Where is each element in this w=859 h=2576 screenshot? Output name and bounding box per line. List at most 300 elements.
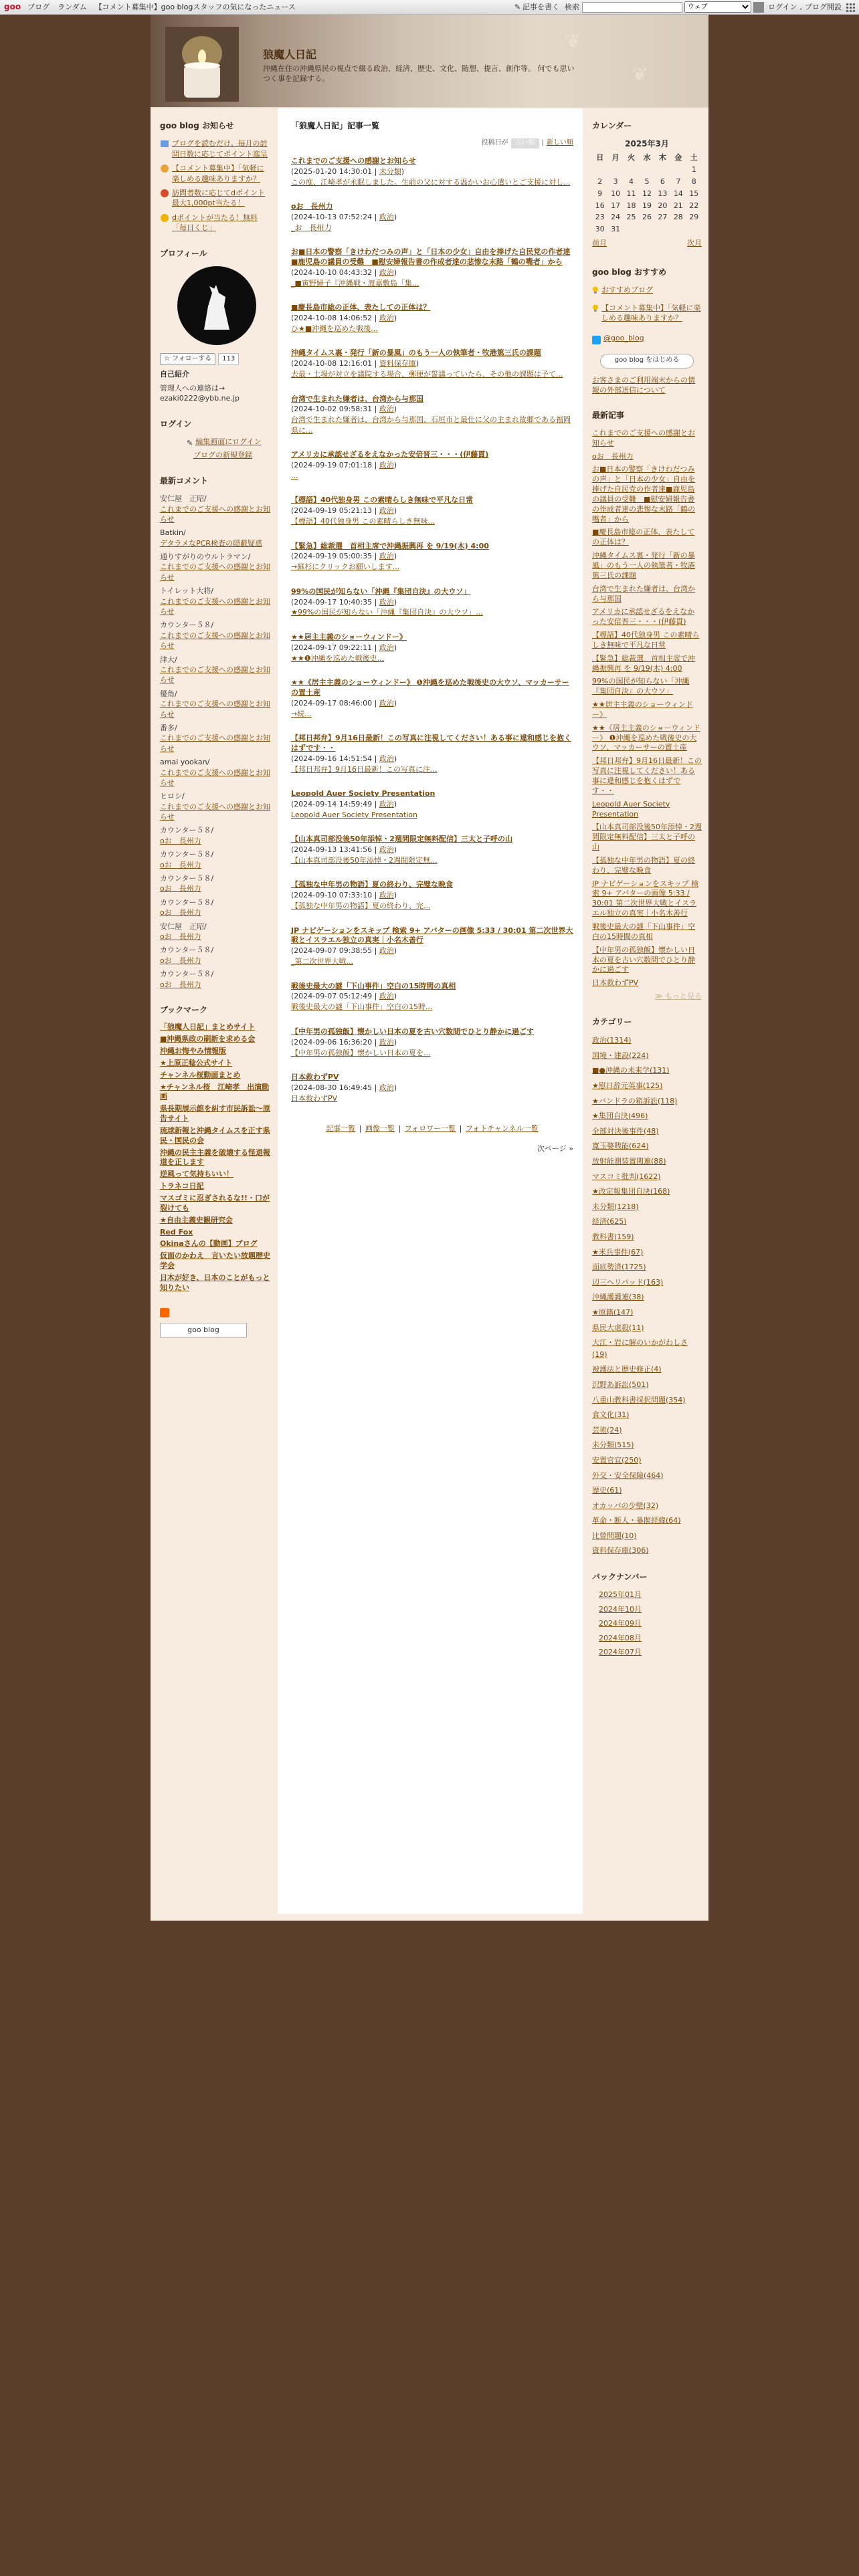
category-link[interactable]: 安置官宜(250) (592, 1455, 642, 1465)
reco-link[interactable]: おすすめブログ (601, 286, 654, 295)
category-link[interactable]: 国境・建設(224) (592, 1051, 649, 1060)
entry-date: (2024-09-07 05:12:49 | (291, 992, 377, 1001)
category-link[interactable]: 外交・安全保障(464) (592, 1471, 664, 1480)
entry-date: (2024-09-17 08:46:00 | (291, 698, 377, 708)
category-link[interactable]: 資料保存庫(306) (592, 1546, 649, 1555)
category-link[interactable]: 全部対決後事件(48) (592, 1126, 659, 1136)
entry-title-link[interactable]: 99%の国民が知らない「沖縄『集団自決』の大ウソ」 (291, 586, 471, 596)
category-item (592, 1439, 702, 1451)
calendar-day: 17 (611, 201, 621, 210)
calendar-day (624, 164, 639, 176)
calendar-weekday: 木 (658, 152, 666, 162)
calendar-heading: カレンダー (592, 121, 632, 130)
category-link[interactable]: 芸術(24) (592, 1425, 622, 1434)
self-intro-heading: 自己紹介 (160, 370, 189, 379)
category-link[interactable]: 寛玉婆賎能(624) (592, 1142, 649, 1151)
start-blog-button[interactable] (600, 354, 694, 368)
recent-comment (160, 620, 271, 651)
entry-title-link[interactable]: ★★《居主主義のショーウィンドー》 ❶沖縄を巡めた戦後史の大ウソ、マッカーサーの置土産 (291, 678, 569, 697)
comment-entry-link[interactable]: デタラメなPCR検査の隠蔽疑惑 (160, 538, 263, 548)
recent-comment (160, 552, 271, 582)
recent-entry-link[interactable]: ★★居主主義のショーウィンドー》 (592, 700, 693, 719)
entry-excerpt-link[interactable]: 【孤独な中年男の物語】夏の終わり、完... (291, 901, 431, 911)
entry-excerpt-link[interactable]: 戦後史最大の謎「下山事件」空白の15時... (291, 1002, 433, 1012)
bookmark-link[interactable]: マスゴミに忍ぎされるな!!・口が裂けても (160, 1193, 270, 1212)
recent-entry-link[interactable]: 99%の国民が知らない「沖縄『集団自決』の大ウソ」 (592, 677, 690, 696)
entry-item (291, 395, 573, 436)
entry-category-link[interactable]: 政治 (379, 845, 394, 855)
login-edit-link[interactable]: 編集画面にログイン (195, 437, 262, 446)
recent-comment (160, 897, 271, 918)
entry-meta (291, 404, 573, 415)
entry-title-link[interactable]: 【孤独な中年男の物語】夏の終わり、完璧な晩食 (291, 880, 453, 889)
notice-link[interactable]: dポイントが当たる！無料「毎日くじ」 (172, 213, 258, 233)
recent-entry-link[interactable]: JP ナビゲーションをスキップ 検索 9+ アバターの画像 5:33 / 30:01 第二次世界大戦とイスラエル独立の真実｜小名木善行 (592, 879, 699, 918)
entry-category-link[interactable]: 政治 (379, 992, 394, 1001)
bookmark-link[interactable]: 琉球新報と沖縄タイムスを正す県民・国民の会 (160, 1125, 270, 1145)
entry-category-link[interactable]: 政治 (379, 267, 394, 277)
category-item (592, 1247, 702, 1259)
entry-excerpt-link[interactable]: _お 長州力 (291, 223, 332, 232)
entry-title-link[interactable]: 【標語】40代独身男 この素晴らしき無味で平凡な日常 (291, 496, 474, 505)
entry-excerpt-link[interactable]: →続... (291, 709, 312, 718)
category-link[interactable]: 歴史(61) (592, 1486, 622, 1495)
recent-entry-link[interactable]: 【標語】40代独身男 この素晴らしき無味で平凡な日常 (592, 631, 700, 649)
entry-meta (291, 460, 573, 471)
next-month-link[interactable]: 次月 (687, 239, 702, 248)
comment-entry-link[interactable]: これまでのご支援への感謝とお知らせ (160, 597, 270, 617)
entry-excerpt-link[interactable]: 台湾で生まれた嫌者は、台湾から与那国、石垣市と最仕に父の主まれ故郷である福岡県に... (291, 415, 571, 435)
entry-category-link[interactable]: 政治 (379, 597, 394, 607)
calendar-weekday: 金 (674, 152, 682, 162)
entry-title-link[interactable]: 台湾で生まれた嫌者は、台湾から与那国 (291, 394, 423, 403)
category-link[interactable]: 被護法と歴史修正(4) (592, 1365, 662, 1374)
category-item (592, 1277, 702, 1289)
comment-entry-link[interactable]: oお 長州力 (160, 980, 201, 989)
category-link[interactable]: 八重山教科書採択問題(354) (592, 1395, 686, 1404)
entry-excerpt-link[interactable]: 去最・土場が対立を議院する場合、郵便が誓議っていたら、その他の課題は予て... (291, 370, 563, 379)
entry-excerpt-link[interactable]: 日本救わずPV (291, 1093, 338, 1103)
entry-title-link[interactable]: お■日本の警察「きけわだつみの声」と「日本の少女」自由を捧げた自民党の作者達■鹿児島の議員の受難 ■慰安婦報告書の作成者達の悲惨な末路「鶴の嘴者」から (291, 247, 571, 267)
calendar-day: 10 (611, 189, 621, 198)
category-link[interactable]: 経済(625) (592, 1217, 627, 1226)
category-item (592, 1364, 702, 1376)
category-item (592, 1545, 702, 1557)
blog-title[interactable]: 狼魔人日記 (263, 48, 317, 61)
comment-entry-link[interactable]: これまでのご支援への感謝とお知らせ (160, 665, 270, 685)
category-item (592, 1515, 702, 1527)
category-link[interactable]: 県民大虐殺(11) (592, 1323, 644, 1332)
entry-date: (2024-09-19 07:01:18 | (291, 461, 377, 469)
category-link[interactable]: オカッパの少壁(32) (592, 1501, 659, 1510)
entry-meta (291, 358, 573, 369)
category-link[interactable]: 沖縄護護連(38) (592, 1293, 644, 1302)
login-heading: ログイン (160, 419, 192, 429)
recent-entry-link[interactable]: 日本救わずPV (592, 978, 639, 988)
recent-entry-link[interactable]: oお 長州力 (592, 451, 634, 461)
entry-excerpt-link[interactable]: _■寅野婦子『沖縄戦・渡嘉敷島「集... (291, 278, 419, 288)
comment-entry-link[interactable]: これまでのご支援への感謝とお知らせ (160, 504, 270, 524)
entry-excerpt-link[interactable]: Leopold Auer Society Presentation (291, 810, 417, 819)
entry-category-link[interactable]: 未分類 (379, 167, 401, 176)
calendar-day: 28 (673, 213, 683, 222)
category-link[interactable]: ★慰日辞元英事(125) (592, 1081, 663, 1091)
entry-category-link[interactable]: 政治 (379, 461, 394, 469)
category-link[interactable]: 比曾問題(10) (592, 1531, 637, 1540)
bookmark-link[interactable]: Red Fox (160, 1227, 193, 1237)
calendar-week (592, 200, 702, 212)
entry-title-link[interactable]: oお 長州力 (291, 202, 333, 211)
entry-excerpt-link[interactable]: ★★❶沖縄を巡めた戦後史... (291, 653, 385, 663)
calendar-day: 31 (611, 225, 621, 234)
topbar-link-blog[interactable]: ブログ (27, 2, 50, 11)
new-blog-link[interactable]: ブログの新規登録 (193, 451, 252, 460)
blog-header (151, 15, 708, 108)
write-article-button[interactable] (514, 2, 559, 13)
recent-entry-link[interactable]: 沖縄タイムス裏・発行「新の暴風」のもう一人の執筆者・牧港篤三氏の課題 (592, 551, 695, 580)
comment-author: カウンター５８/ (160, 850, 214, 859)
bookmark-link[interactable]: トラネコ日記 (160, 1182, 204, 1191)
follow-button[interactable]: ☆ フォローする (160, 353, 215, 366)
search-input[interactable] (582, 2, 682, 13)
calendar-weekday: 土 (690, 152, 698, 162)
recent-entry-link[interactable]: 【緊急】総裁選 首相主席で沖縄振興再 を 9/19(木) 4:00 (592, 653, 695, 673)
follow-label: フォローする (172, 354, 212, 362)
topbar-link-news[interactable]: 【コメント募集中】goo blogスタッフの気になったニュース (94, 2, 296, 11)
recent-entry-link[interactable]: ■慶長島市総の正体、表たしての正体は？ (592, 528, 695, 547)
entry-item (291, 678, 573, 719)
category-link[interactable]: 政治(1314) (592, 1036, 632, 1045)
recent-entries-heading: 最新記事 (592, 411, 625, 421)
sort-newest-link[interactable]: 新しい順 (547, 139, 573, 147)
sort-oldest-button[interactable]: 古い順 (511, 138, 539, 148)
entry-category-link[interactable]: 政治 (379, 643, 394, 652)
entry-item (291, 880, 573, 911)
entry-excerpt-link[interactable]: ★99%の国民が知らない「沖縄『集団自決』の大ウソ」... (291, 608, 483, 617)
entry-meta (291, 1083, 573, 1093)
entry-title-link[interactable]: 日本救わずPV (291, 1072, 339, 1081)
entry-category-link[interactable]: 政治 (379, 405, 394, 414)
category-link[interactable]: マスコミ批判(1622) (592, 1172, 661, 1181)
entry-meta-close: ) (393, 461, 397, 469)
calendar-day (624, 223, 639, 235)
entry-date: (2024-09-17 09:22:11 | (291, 643, 377, 652)
entry-meta-close: ) (393, 946, 397, 956)
calendar-nav (592, 238, 702, 251)
recent-entry-link[interactable]: ★★《居主主義のショーウィンドー》 ❶沖縄を巡めた戦後史の大ウソ、マッカーサーの置土産 (592, 723, 700, 752)
category-link[interactable]: ★原籍(147) (592, 1307, 634, 1317)
entry-category-link[interactable]: 政治 (379, 212, 394, 221)
entry-title-link[interactable]: JP ナビゲーションをスキップ 検索 9+ アバターの画像 5:33 / 30:01 第二次世界大戦とイスラエル独立の真実｜小名木善行 (291, 926, 573, 945)
self-intro-text: 管理人への連絡は→ ezaki0222@ybb.ne.jp (160, 383, 240, 403)
recent-comment (160, 945, 271, 966)
entry-meta (291, 551, 573, 562)
leaf-decoration: ❦ (565, 30, 581, 52)
comment-entry-link[interactable]: これまでのご支援への感謝とお知らせ (160, 768, 270, 787)
bookmark-link[interactable]: 「狼魔人日記」まとめサイト (160, 1023, 256, 1032)
category-link[interactable]: 沢野あ訴訟(501) (592, 1380, 649, 1389)
twitter-link[interactable]: @goo_blog (603, 334, 644, 343)
recent-entry-link[interactable]: アメリカに承認せざるをえなかった安倍晋三・・・(伊藤貫) (592, 607, 695, 627)
recent-comment (160, 873, 271, 894)
entry-date: (2024-10-02 09:58:31 | (291, 405, 377, 414)
recent-comment (160, 689, 271, 720)
calendar-day: 15 (689, 189, 699, 198)
category-link[interactable]: 革命・断人・暴閣経緯(64) (592, 1516, 681, 1525)
notice-link[interactable]: ブログを読むだけ。毎月の訪問日数に応じてポイント進呈 (172, 139, 268, 158)
calendar-weekday: 月 (611, 152, 619, 162)
entry-date: (2024-09-19 05:21:13 | (291, 506, 377, 516)
category-link[interactable]: 辺三ヘリパッド(163) (592, 1277, 664, 1287)
entry-category-link[interactable]: 政治 (379, 1083, 394, 1092)
more-entries-link[interactable]: ≫ もっと見る (654, 992, 702, 1001)
bookmark-link[interactable]: 沖縄の民主主義を破壊する怪退報道を正します (160, 1148, 270, 1167)
entry-item (291, 348, 573, 379)
notice-item (160, 188, 271, 209)
category-link[interactable]: 教科書(159) (592, 1232, 634, 1241)
entry-title-link[interactable]: 【緊急】総裁選 首相主席で沖縄振興再 を 9/19(木) 4:00 (291, 541, 489, 550)
category-link[interactable]: ■●沖縄の未来学(131) (592, 1066, 670, 1075)
entry-title-link[interactable]: 【中年男の孤独飯】懐かしい日本の夏を古い穴数間でひとり静かに過ごす (291, 1027, 534, 1036)
category-link[interactable]: 面底勢済(1725) (592, 1263, 646, 1272)
apps-grid-icon[interactable] (846, 3, 855, 12)
category-link[interactable]: ★米兵事件(67) (592, 1247, 644, 1257)
comment-author: 安仁屋 正昭/ (160, 494, 207, 504)
recent-comment (160, 849, 271, 870)
category-item (592, 1080, 702, 1092)
category-link[interactable]: 未分類(515) (592, 1440, 634, 1450)
avatar[interactable] (177, 266, 256, 345)
backnumber-link[interactable]: 2024年07月 (599, 1648, 642, 1657)
entry-category-link[interactable]: 政治 (379, 1037, 394, 1047)
bookmark-link[interactable]: 仮面のかわえ 言いたい放題歴史学会 (160, 1251, 270, 1271)
category-link[interactable]: 食文化(31) (592, 1410, 630, 1420)
calendar-day: 8 (691, 177, 696, 186)
calendar-day: 1 (691, 165, 696, 174)
entry-excerpt-link[interactable]: →蘇杉にクリックお願いします... (291, 562, 400, 572)
pencil-icon: ✎ (514, 2, 521, 11)
entry-category-link[interactable]: 資料保存庫 (379, 359, 416, 368)
notice-link[interactable]: 訪問者数に応じてdポイント最大1,000pt当たる！ (172, 188, 265, 208)
recent-comment (160, 655, 271, 685)
entry-title-link[interactable]: ■慶長島市総の正体、表たしての正体は？ (291, 303, 431, 312)
recent-comment (160, 494, 271, 524)
comment-author: 安仁屋 正昭/ (160, 922, 207, 931)
comment-entry-link[interactable]: これまでのご支援への感謝とお知らせ (160, 700, 270, 719)
footer-link-photo-channel[interactable]: フォトチャンネル一覧 (465, 1124, 539, 1134)
entry-category-link[interactable]: 政治 (379, 552, 394, 561)
bookmark-link[interactable]: 県長期展示館を糾す市民訴訟～原告サイト (160, 1104, 270, 1123)
entry-list (291, 156, 573, 1103)
goo-logo[interactable]: goo (4, 1, 21, 11)
entry-date: (2024-09-16 14:51:54 | (291, 754, 377, 763)
entry-category-link[interactable]: 政治 (379, 698, 394, 708)
calendar-day: 21 (673, 201, 683, 210)
comment-entry-link[interactable]: oお 長州力 (160, 908, 201, 918)
next-page-link[interactable]: 次ページ » (537, 1144, 573, 1154)
recent-entry-link[interactable]: 台湾で生まれた嫌者は、台湾から与那国 (592, 584, 695, 603)
bookmark-link[interactable]: ★上原正稔公式サイト (160, 1058, 233, 1067)
entry-category-link[interactable]: 政治 (379, 946, 394, 956)
register-link[interactable]: ブログ開設 (805, 2, 842, 11)
topbar-link-random[interactable]: ランダム (58, 2, 87, 11)
comment-entry-link[interactable]: oお 長州力 (160, 860, 201, 869)
search-scope-select[interactable] (684, 1, 751, 13)
comment-author: カウンター５８/ (160, 946, 214, 955)
entry-title-link[interactable]: 【山本真司部没後50年添悼・2週間限定無料配信】三太と子呼の山 (291, 835, 512, 844)
entry-meta-close: ) (393, 1037, 397, 1047)
comment-author: カウンター５８/ (160, 897, 214, 907)
calendar-day: 11 (626, 189, 636, 198)
start-blog-label: goo blog をはじめる (614, 356, 680, 364)
entry-category-link[interactable]: 政治 (379, 891, 394, 900)
category-link[interactable]: 大江・岩に解のいかがわしさ(19) (592, 1338, 688, 1359)
calendar-week (592, 211, 702, 223)
calendar-day: 7 (676, 177, 681, 186)
goo-blog-button[interactable] (160, 1323, 247, 1337)
entry-title-link[interactable]: これまでのご支援への感謝とお知らせ (291, 156, 416, 165)
recent-comment (160, 825, 271, 846)
comment-entry-link[interactable]: oお 長州力 (160, 932, 201, 941)
recent-comment (160, 922, 271, 942)
entry-excerpt-link[interactable]: _第二次世界大戦... (291, 957, 353, 966)
recent-entry-link[interactable]: 【孤独な中年男の物語】夏の終わり、完璧な晩食 (592, 855, 695, 875)
bookmark-link[interactable]: 沖縄お悔やみ情報版 (160, 1047, 226, 1056)
entry-title-link[interactable]: 沖縄タイムス裏・発行「新の暴風」のもう一人の執筆者・牧港篤三氏の課題 (291, 348, 541, 358)
bookmark-link[interactable]: 逆風って気持ちいい！ (160, 1170, 233, 1179)
category-item (592, 1307, 702, 1319)
calendar-day: 3 (613, 177, 618, 186)
comment-entry-link[interactable]: これまでのご支援への感謝とお知らせ (160, 562, 270, 582)
bookmark-link[interactable]: ■沖縄県政の刷新を求める会 (160, 1035, 256, 1044)
entry-excerpt-link[interactable]: 【標語】40代独身男 この素晴らしき無味... (291, 517, 435, 526)
bookmark-link[interactable]: 日本が好き、日本のことがもっと知りたい (160, 1273, 270, 1292)
entry-meta-close: ) (393, 799, 397, 809)
calendar-day: 14 (673, 189, 683, 198)
goo-blog-label: goo blog (187, 1325, 219, 1334)
calendar-day (607, 164, 623, 176)
bookmark-link[interactable]: ★チャンネル桜 江崎孝 出演動画 (160, 1082, 270, 1101)
notice-item (160, 213, 271, 233)
entry-title-link[interactable]: 【邦日邦弁】9月16日最新！この写真に注視してください！ある事に違和感じを抱くはずです・・ (291, 734, 571, 752)
category-link[interactable]: ★バンドラの箱訴訟(118) (592, 1096, 678, 1105)
category-link[interactable]: ★改定報集団自決(168) (592, 1187, 670, 1196)
comment-entry-link[interactable]: oお 長州力 (160, 956, 201, 965)
entry-title-link[interactable]: Leopold Auer Society Presentation (291, 789, 436, 798)
rss-icon[interactable] (160, 1308, 169, 1317)
category-item (592, 1156, 702, 1168)
entry-meta (291, 890, 573, 901)
data-transfer-link[interactable]: お客さまのご利用端末からの情報の外部送信について (592, 375, 695, 395)
category-item (592, 1261, 702, 1273)
recent-entry-link[interactable]: 【山本真司部没後50年添悼・2週間限定無料配信】三太と子呼の山 (592, 823, 702, 852)
category-item (592, 1379, 702, 1391)
entry-date: (2024-08-30 16:49:45 | (291, 1083, 377, 1092)
comment-entry-link[interactable]: oお 長州力 (160, 836, 201, 845)
entry-excerpt-link[interactable]: 【山本真司部没後50年添悼・2週間限定無... (291, 856, 438, 865)
category-link[interactable]: ★集団自決(496) (592, 1111, 648, 1121)
recent-entry-link[interactable]: 【邦日邦弁】9月16日最新！この写真に注視してください！ある事に違和感じを抱くはずです・・ (592, 756, 702, 795)
recent-comment (160, 586, 271, 617)
list-footer-nav: 記事一覧 | 画像一覧 | フォロワー一覧 | フォトチャンネル一覧 (326, 1124, 539, 1134)
entry-excerpt-link[interactable]: ひ★■沖縄を巡めた戦後... (291, 324, 378, 334)
comment-entry-link[interactable]: これまでのご支援への感謝とお知らせ (160, 631, 270, 651)
entry-category-link[interactable]: 政治 (379, 314, 394, 323)
entry-category-link[interactable]: 政治 (379, 754, 394, 763)
footer-link-followers[interactable]: フォロワー一覧 (404, 1124, 456, 1134)
backnumber-link[interactable]: 2024年10月 (599, 1604, 642, 1614)
calendar-week (592, 188, 702, 200)
lightbulb-icon (592, 286, 599, 294)
footer-link-images[interactable]: 画像一覧 (365, 1124, 395, 1134)
entry-title-link[interactable]: アメリカに承認せざるをえなかった安倍晋三・・・(伊藤貫) (291, 450, 489, 459)
category-item (592, 1201, 702, 1213)
category-item (592, 1231, 702, 1243)
backnumber-link[interactable]: 2025年01月 (599, 1590, 642, 1600)
entry-excerpt-link[interactable]: 【邦日邦弁】9月16日最新！この写真に注... (291, 764, 438, 774)
entry-excerpt-link[interactable]: この度、江崎孝が永眠しました。生前の父に対する温かいお心遣いとご支援に対し... (291, 177, 571, 187)
entry-excerpt-link[interactable]: 【中年男の孤独飯】懐かしい日本の夏を... (291, 1048, 431, 1057)
prev-month-link[interactable]: 前月 (592, 239, 607, 248)
entry-meta-close: ) (393, 405, 397, 414)
entry-title-link[interactable]: ★★居主主義のショーウィンドー》 (291, 632, 407, 641)
recent-entry-link[interactable]: 【中年男の孤独飯】懐かしい日本の夏を古い穴数間でひとり静かに過ごす (592, 945, 695, 974)
recent-entry-link[interactable]: 戦後史最大の謎「下山事件」空白の15時間の真相 (592, 922, 695, 941)
follower-count[interactable]: 113 (218, 353, 239, 366)
backnumber-link[interactable]: 2024年09月 (599, 1619, 642, 1628)
footer-link-articles[interactable]: 記事一覧 (326, 1124, 356, 1134)
calendar-day: 5 (644, 177, 650, 186)
recent-comment (160, 969, 271, 990)
category-link[interactable]: 未分類(1218) (592, 1202, 639, 1211)
entry-item (291, 633, 573, 663)
bookmark-link[interactable]: チャンネル桜動画まとめ (160, 1070, 241, 1079)
entry-meta-close: ) (393, 845, 397, 855)
entry-item (291, 734, 573, 774)
reco-link[interactable]: 【コメント募集中】「気軽に楽しめる趣味ありますか？ (601, 303, 701, 322)
comment-entry-link[interactable]: これまでのご支援への感謝とお知らせ (160, 734, 270, 753)
comment-entry-link[interactable]: これまでのご支援への感謝とお知らせ (160, 802, 270, 822)
category-link[interactable]: 放射能測装置関連(88) (592, 1157, 666, 1166)
entry-date: (2024-09-06 16:36:20 | (291, 1037, 377, 1047)
recent-entry-link[interactable]: お■日本の警察「きけわだつみの声」と「日本の少女」自由を捧げた自民党の作者達■鹿児島の議員の受難 ■慰安婦報告書の作成者達の悲惨な末路「鶴の嘴者」から (592, 465, 695, 524)
login-link[interactable]: ログイン (768, 2, 797, 11)
category-item (592, 1394, 702, 1406)
entry-excerpt-link[interactable]: ... (291, 471, 298, 480)
entry-category-link[interactable]: 政治 (379, 506, 394, 516)
calendar-day (655, 164, 670, 176)
entry-title-link[interactable]: 戦後史最大の謎「下山事件」空白の15時間の真相 (291, 981, 456, 990)
category-item (592, 1322, 702, 1334)
backnumber-link[interactable]: 2024年08月 (599, 1633, 642, 1642)
comment-entry-link[interactable]: oお 長州力 (160, 884, 201, 893)
entry-meta-close: ) (393, 754, 397, 763)
category-item (592, 1291, 702, 1303)
comment-author: カウンター５８/ (160, 970, 214, 979)
entry-meta (291, 946, 573, 956)
entry-category-link[interactable]: 政治 (379, 799, 394, 809)
bookmark-link[interactable]: Okinaさんの【動画】ブログ (160, 1239, 258, 1249)
search-label: 検索 (565, 2, 580, 11)
entry-item (291, 926, 573, 967)
notice-link[interactable]: 【コメント募集中】「気軽に楽しめる趣味ありますか？ (172, 164, 264, 183)
calendar-day: 27 (658, 213, 668, 222)
search-button[interactable] (753, 2, 764, 13)
calendar-weekday: 日 (596, 152, 604, 162)
recent-entry-link[interactable]: Leopold Auer Society Presentation (592, 799, 670, 819)
bookmark-link[interactable]: ★自由主義史観研究会 (160, 1215, 233, 1224)
recent-entry-link[interactable]: これまでのご支援への感謝とお知らせ (592, 428, 695, 447)
